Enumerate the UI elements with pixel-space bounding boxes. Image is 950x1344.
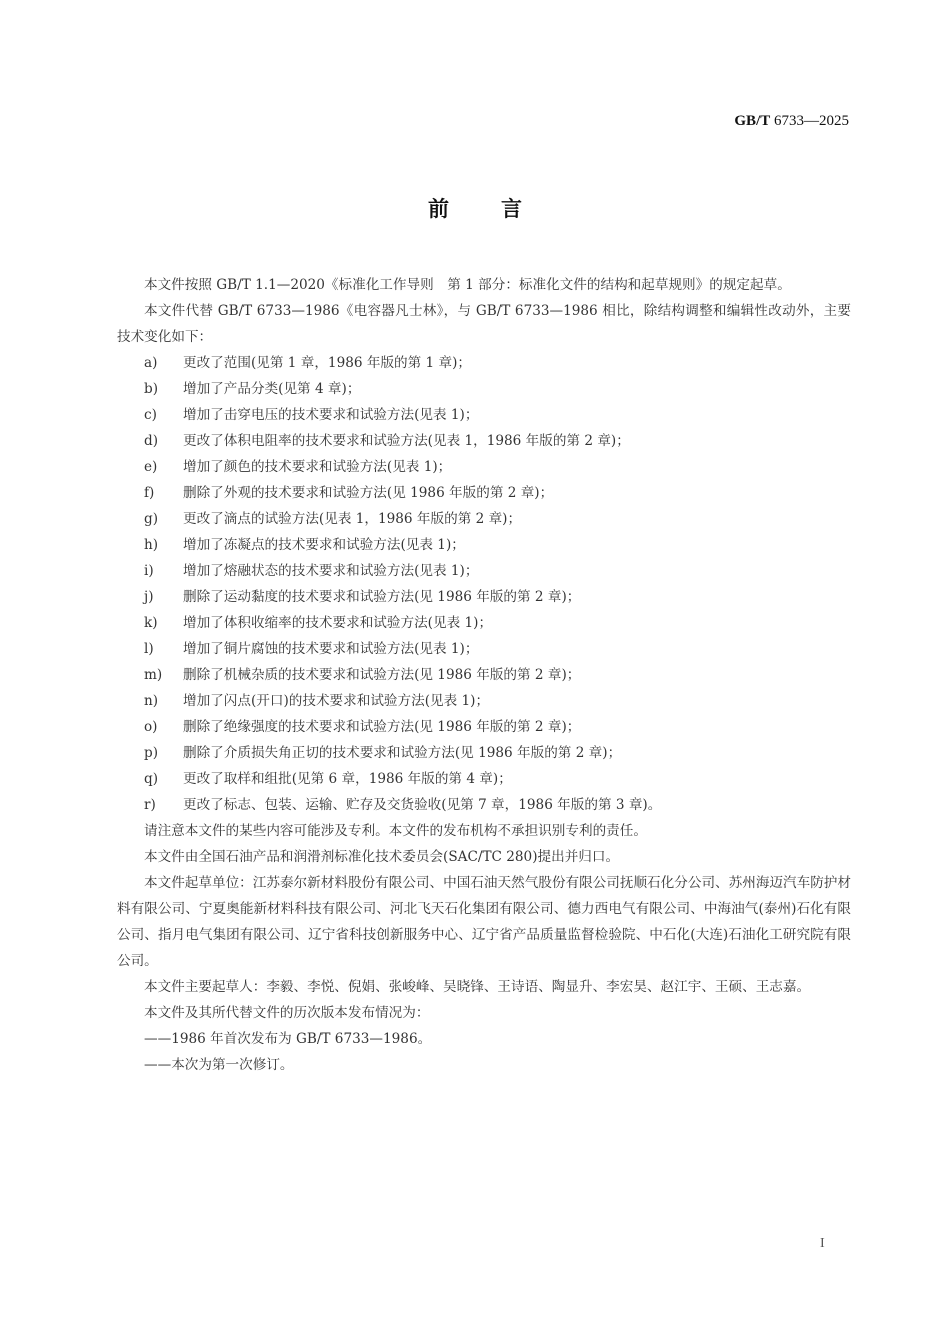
list-item [117, 506, 851, 532]
list-marker: j) [144, 589, 154, 605]
standard-code [734, 113, 849, 130]
list-marker: e) [144, 459, 158, 475]
list-item-text: 增加了熔融状态的技术要求和试验方法(见表 1)； [183, 563, 479, 579]
list-item-text: 增加了击穿电压的技术要求和试验方法(见表 1)； [183, 407, 479, 423]
main-drafters: 本文件主要起草人：李毅、李悦、倪娟、张峻峰、吴晓锋、王诗语、陶显升、李宏昊、赵江宇、王硕、王志嘉。 [144, 979, 811, 995]
list-item [117, 792, 851, 818]
list-item-text: 删除了绝缘强度的技术要求和试验方法(见 1986 年版的第 2 章)； [183, 719, 581, 735]
drafting-rules-paragraph: 本文件按照 GB/T 1.1—2020《标准化工作导则 第 1 部分：标准化文件的结构和起草规则》的规定起草。 [144, 277, 791, 293]
changes-list [117, 350, 851, 818]
list-marker: o) [144, 719, 158, 735]
list-item [117, 454, 851, 480]
list-item [117, 428, 851, 454]
list-marker: p) [144, 745, 159, 761]
list-marker: h) [144, 537, 159, 553]
patent-notice: 请注意本文件的某些内容可能涉及专利。本文件的发布机构不承担识别专利的责任。 [144, 823, 647, 839]
list-item [117, 376, 851, 402]
list-item-text: 增加了体积收缩率的技术要求和试验方法(见表 1)； [183, 615, 493, 631]
list-item-text: 增加了产品分类(见第 4 章)； [183, 381, 361, 397]
replacement-paragraph: 本文件代替 GB/T 6733—1986《电容器凡士林》，与 GB/T 6733—1986 相比，除结构调整和编辑性改动外，主要技术变化如下： [117, 303, 851, 345]
list-marker: b) [144, 381, 159, 397]
list-item-text: 删除了机械杂质的技术要求和试验方法(见 1986 年版的第 2 章)； [183, 667, 581, 683]
list-item-text: 更改了标志、包装、运输、贮存及交货验收(见第 7 章，1986 年版的第 3 章)。 [183, 797, 662, 813]
list-item-text: 删除了运动黏度的技术要求和试验方法(见 1986 年版的第 2 章)； [183, 589, 581, 605]
history-item: ——1986 年首次发布为 GB/T 6733—1986。 [144, 1031, 432, 1047]
list-item-text: 增加了铜片腐蚀的技术要求和试验方法(见表 1)； [183, 641, 479, 657]
list-marker: g) [144, 511, 159, 527]
list-marker: d) [144, 433, 159, 449]
page-number: I [820, 1236, 825, 1251]
list-item-text: 增加了颜色的技术要求和试验方法(见表 1)； [183, 459, 452, 475]
section-title: 前言 [428, 197, 574, 221]
list-item [117, 766, 851, 792]
list-item [117, 610, 851, 636]
list-marker: c) [144, 407, 157, 423]
list-marker: l) [144, 641, 154, 657]
list-item [117, 402, 851, 428]
list-item [117, 714, 851, 740]
list-marker: i) [144, 563, 154, 579]
list-item-text: 更改了取样和组批(见第 6 章，1986 年版的第 4 章)； [183, 771, 512, 787]
list-item [117, 532, 851, 558]
list-item-text: 更改了滴点的试验方法(见表 1，1986 年版的第 2 章)； [183, 511, 522, 527]
list-item-text: 删除了介质损失角正切的技术要求和试验方法(见 1986 年版的第 2 章)； [183, 745, 622, 761]
list-marker: r) [144, 797, 156, 813]
list-marker: a) [144, 355, 158, 371]
list-marker: k) [144, 615, 158, 631]
list-item-text: 更改了体积电阻率的技术要求和试验方法(见表 1，1986 年版的第 2 章)； [183, 433, 630, 449]
list-marker: f) [144, 485, 155, 501]
list-item-text: 删除了外观的技术要求和试验方法(见 1986 年版的第 2 章)； [183, 485, 554, 501]
list-marker: m) [144, 667, 163, 683]
list-item-text: 增加了闪点(开口)的技术要求和试验方法(见表 1)； [183, 693, 490, 709]
list-item-text: 增加了冻凝点的技术要求和试验方法(见表 1)； [183, 537, 465, 553]
standard-prefix: GB/T [734, 113, 771, 129]
drafting-units: 本文件起草单位：江苏泰尔新材料股份有限公司、中国石油天然气股份有限公司抚顺石化分公司、苏州海迈汽车防护材料有限公司、宁夏奥能新材料科技有限公司、河北飞天石化集团有限公司、德力西电气有限公司、中海油气(泰州)石化有限公司、指月电气集团有限公司、辽宁省科技创新服务中心、辽宁省产品质量监督检验院、中石化(大连)石油化工研究院有限公司。 [117, 875, 851, 969]
list-item [117, 740, 851, 766]
list-item [117, 350, 851, 376]
list-item [117, 688, 851, 714]
list-item [117, 480, 851, 506]
list-item-text: 更改了范围(见第 1 章，1986 年版的第 1 章)； [183, 355, 472, 371]
list-item [117, 662, 851, 688]
standard-number: 6733—2025 [774, 113, 849, 129]
list-marker: q) [144, 771, 159, 787]
list-marker: n) [144, 693, 159, 709]
foreword-body [117, 272, 851, 1078]
history-item: ——本次为第一次修订。 [144, 1057, 294, 1073]
proposed-by: 本文件由全国石油产品和润滑剂标准化技术委员会(SAC/TC 280)提出并归口。 [144, 849, 620, 865]
list-item [117, 558, 851, 584]
list-item [117, 636, 851, 662]
list-item [117, 584, 851, 610]
history-intro: 本文件及其所代替文件的历次版本发布情况为： [144, 1005, 430, 1021]
